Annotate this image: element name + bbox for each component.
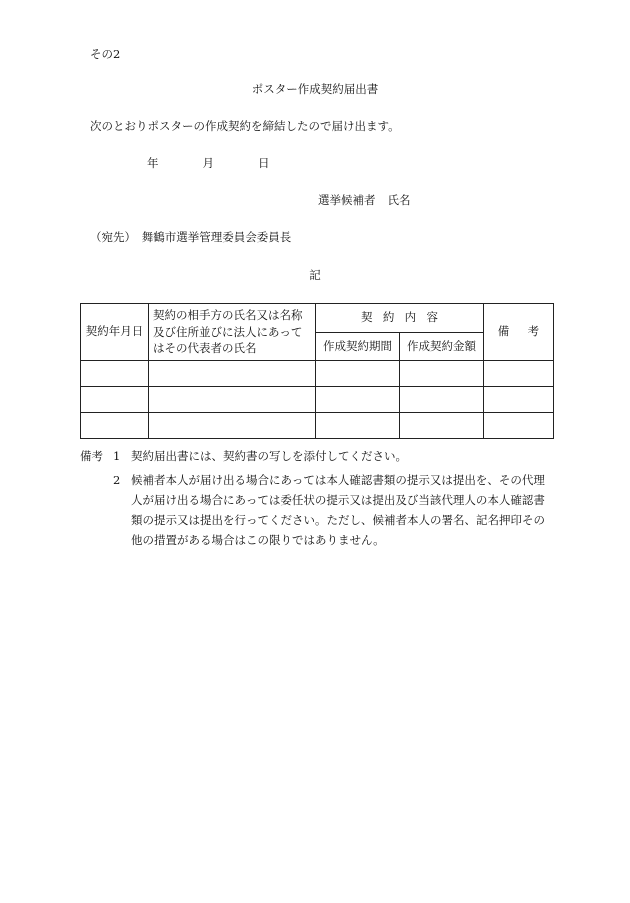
cell-remarks[interactable] (484, 413, 554, 439)
remark-item (80, 470, 560, 550)
remark-text: 契約届出書には、契約書の写しを添付してください。 (131, 449, 407, 463)
header-contract-date: 契約年月日 (81, 304, 149, 361)
table-row (81, 361, 554, 387)
date-year-label: 年 (147, 156, 159, 170)
cell-period[interactable] (316, 361, 400, 387)
cell-date[interactable] (81, 361, 149, 387)
cell-remarks[interactable] (484, 361, 554, 387)
remark-number: 1 (113, 449, 121, 463)
date-line (147, 158, 270, 170)
header-contract-amount: 作成契約金額 (400, 332, 484, 361)
table-row (81, 387, 554, 413)
intro-text: 次のとおりポスターの作成契約を締結したので届け出ます。 (90, 119, 400, 133)
addressee: （宛先） 舞鶴市選挙管理委員会委員長 (90, 230, 292, 244)
record-mark: 記 (309, 268, 321, 282)
candidate-role: 選挙候補者 (318, 193, 376, 207)
cell-remarks[interactable] (484, 387, 554, 413)
header-counterpart: 契約の相手方の氏名又は名称及び住所並びに法人にあってはその代表者の氏名 (149, 304, 316, 361)
contract-table (80, 303, 558, 439)
header-contract-contents (316, 304, 484, 333)
candidate-line (318, 195, 411, 207)
remarks-section (80, 446, 560, 550)
header-remarks-label: 備考 (497, 324, 558, 339)
cell-date[interactable] (81, 387, 149, 413)
cell-amount[interactable] (400, 387, 484, 413)
remark-item (80, 446, 560, 466)
header-contract-period: 作成契約期間 (316, 332, 400, 361)
cell-period[interactable] (316, 413, 400, 439)
cell-date[interactable] (81, 413, 149, 439)
date-month-label: 月 (202, 156, 214, 170)
table-row (81, 413, 554, 439)
remark-text: 候補者本人が届け出る場合にあっては本人確認書類の提示又は提出を、その代理人が届け出る場合にあっては委任状の提示又は提出及び当該代理人の本人確認書類の提示又は提出を行ってください。ただし、候補者本人の署名、記名押印その他の措置がある場合はこの限りではありません。 (131, 473, 545, 547)
header-remarks (484, 304, 558, 361)
form-number: その2 (90, 47, 121, 61)
header-contract-contents-label: 契約内容 (360, 310, 449, 324)
cell-counterpart[interactable] (149, 413, 316, 439)
date-day-label: 日 (258, 156, 270, 170)
cell-period[interactable] (316, 387, 400, 413)
candidate-name-label: 氏名 (387, 193, 411, 207)
document-title: ポスター作成契約届出書 (251, 82, 379, 96)
cell-counterpart[interactable] (149, 387, 316, 413)
remarks-label: 備考 (80, 449, 103, 463)
cell-counterpart[interactable] (149, 361, 316, 387)
cell-amount[interactable] (400, 413, 484, 439)
remark-number: 2 (113, 473, 121, 487)
cell-amount[interactable] (400, 361, 484, 387)
